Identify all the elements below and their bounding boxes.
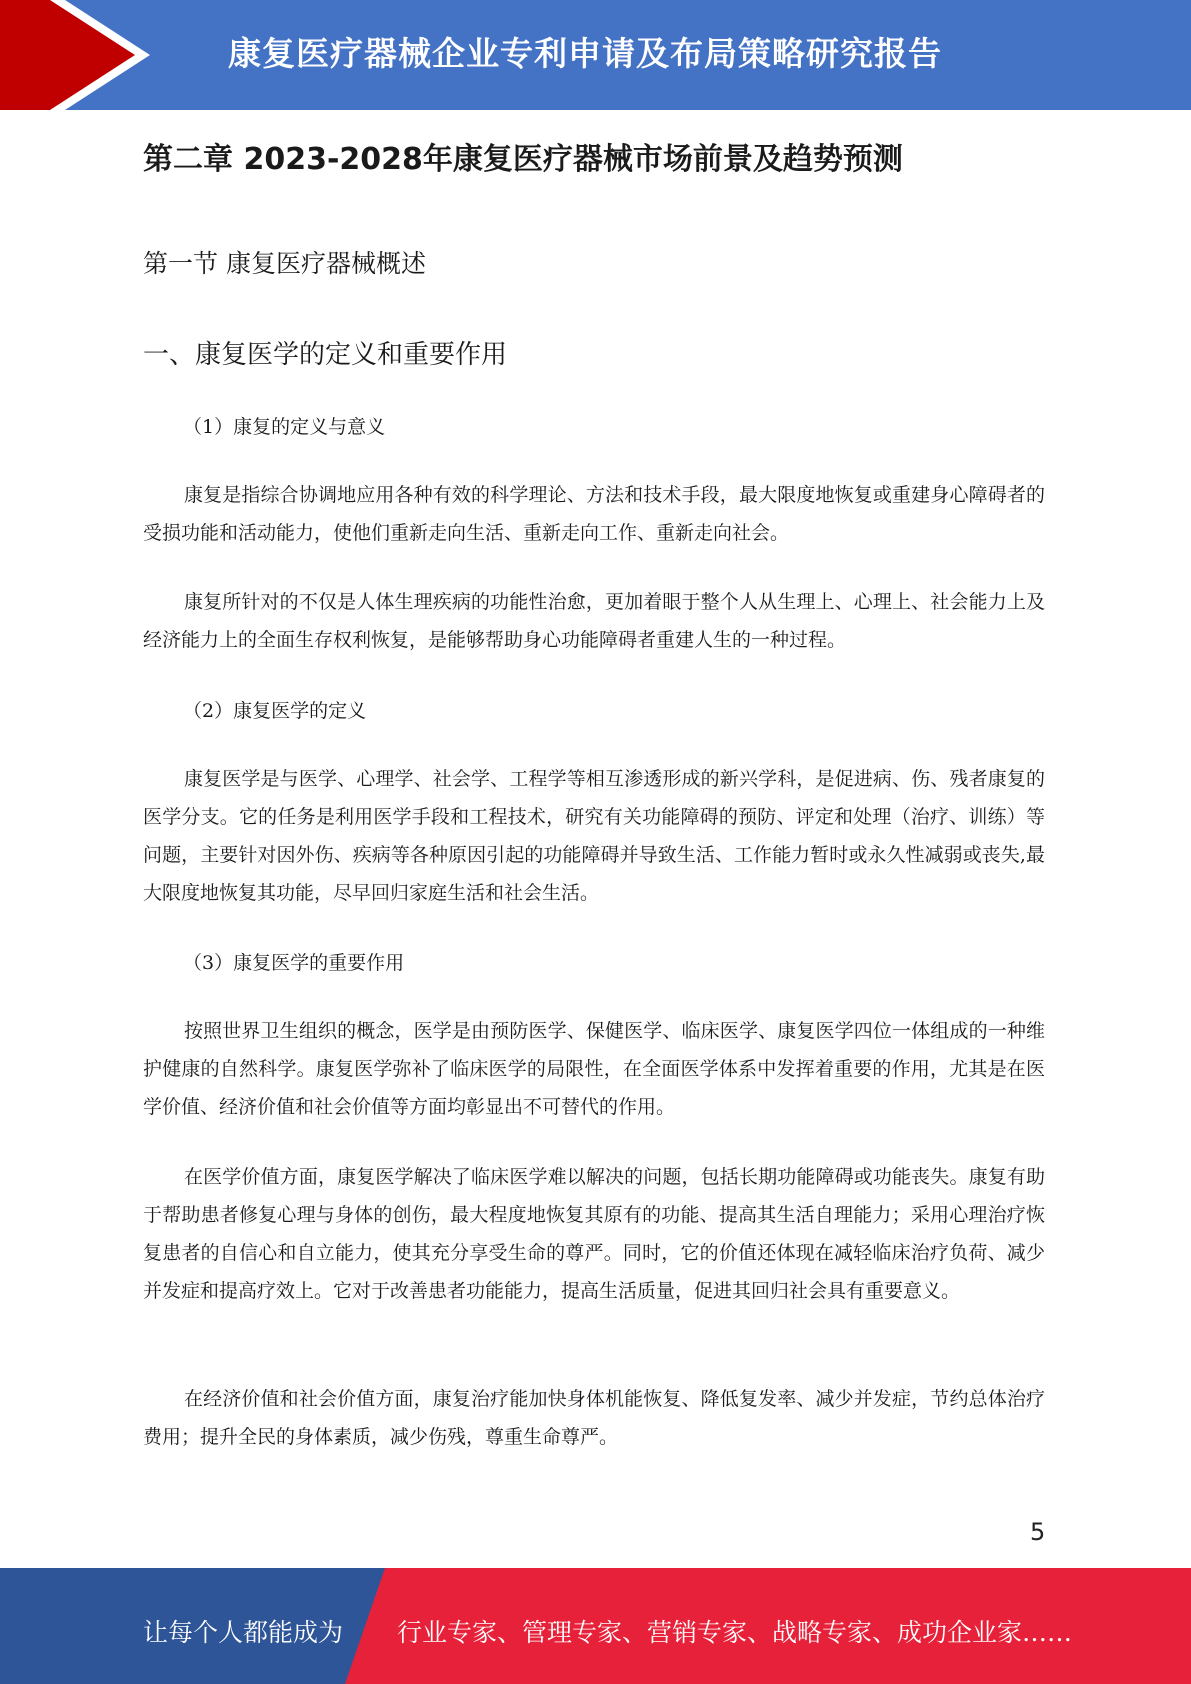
page-footer <box>0 1568 1191 1684</box>
section-title: 第一节 康复医疗器械概述 <box>143 249 426 278</box>
subheading-1: （1）康复的定义与意义 <box>183 416 386 438</box>
subheading-2: （2）康复医学的定义 <box>183 700 367 722</box>
page-number: 5 <box>1030 1518 1046 1546</box>
paragraph-4: 按照世界卫生组织的概念，医学是由预防医学、保健医学、临床医学、康复医学四位一体组成的一种维护健康的自然科学。康复医学弥补了临床医学的局限性，在全面医学体系中发挥着重要的作用，尤其是在医学价值、经济价值和社会价值等方面均彰显出不可替代的作用。 <box>143 1020 1045 1118</box>
heading-1: 一、康复医学的定义和重要作用 <box>143 340 508 370</box>
paragraph-1: 康复是指综合协调地应用各种有效的科学理论、方法和技术手段，最大限度地恢复或重建身心障碍者的受损功能和活动能力，使他们重新走向生活、重新走向工作、重新走向社会。 <box>143 484 1045 544</box>
chapter-title: 第二章 2023-2028年康复医疗器械市场前景及趋势预测 <box>143 142 903 177</box>
report-title: 康复医疗器械企业专利申请及布局策略研究报告 <box>228 34 942 73</box>
paragraph-3: 康复医学是与医学、心理学、社会学、工程学等相互渗透形成的新兴学科，是促进病、伤、残者康复的医学分支。它的任务是利用医学手段和工程技术，研究有关功能障碍的预防、评定和处理（治疗、训练）等问题，主要针对因外伤、疾病等各种原因引起的功能障碍并导致生活、工作能力暂时或永久性减弱或丧失,最大限度地恢复其功能，尽早回归家庭生活和社会生活。 <box>143 768 1045 904</box>
paragraph-5: 在医学价值方面，康复医学解决了临床医学难以解决的问题，包括长期功能障碍或功能丧失。康复有助于帮助患者修复心理与身体的创伤，最大程度地恢复其原有的功能、提高其生活自理能力；采用心理治疗恢复患者的自信心和自立能力，使其充分享受生命的尊严。同时，它的价值还体现在减轻临床治疗负荷、减少并发症和提高疗效上。它对于改善患者功能能力，提高生活质量，促进其回归社会具有重要意义。 <box>143 1166 1045 1302</box>
chevron-arrow-icon <box>0 0 160 110</box>
paragraph-6: 在经济价值和社会价值方面，康复治疗能加快身体机能恢复、降低复发率、减少并发症，节约总体治疗费用；提升全民的身体素质，减少伤残，尊重生命尊严。 <box>143 1388 1045 1448</box>
footer-slogan-right: 行业专家、管理专家、营销专家、战略专家、成功企业家…… <box>397 1618 1073 1647</box>
page-header <box>0 0 1191 110</box>
page-content <box>143 140 1045 1448</box>
subheading-3: （3）康复医学的重要作用 <box>183 952 405 974</box>
footer-slogan-left: 让每个人都能成为 <box>143 1618 344 1647</box>
paragraph-2: 康复所针对的不仅是人体生理疾病的功能性治愈，更加着眼于整个人从生理上、心理上、社会能力上及经济能力上的全面生存权利恢复，是能够帮助身心功能障碍者重建人生的一种过程。 <box>143 591 1045 651</box>
